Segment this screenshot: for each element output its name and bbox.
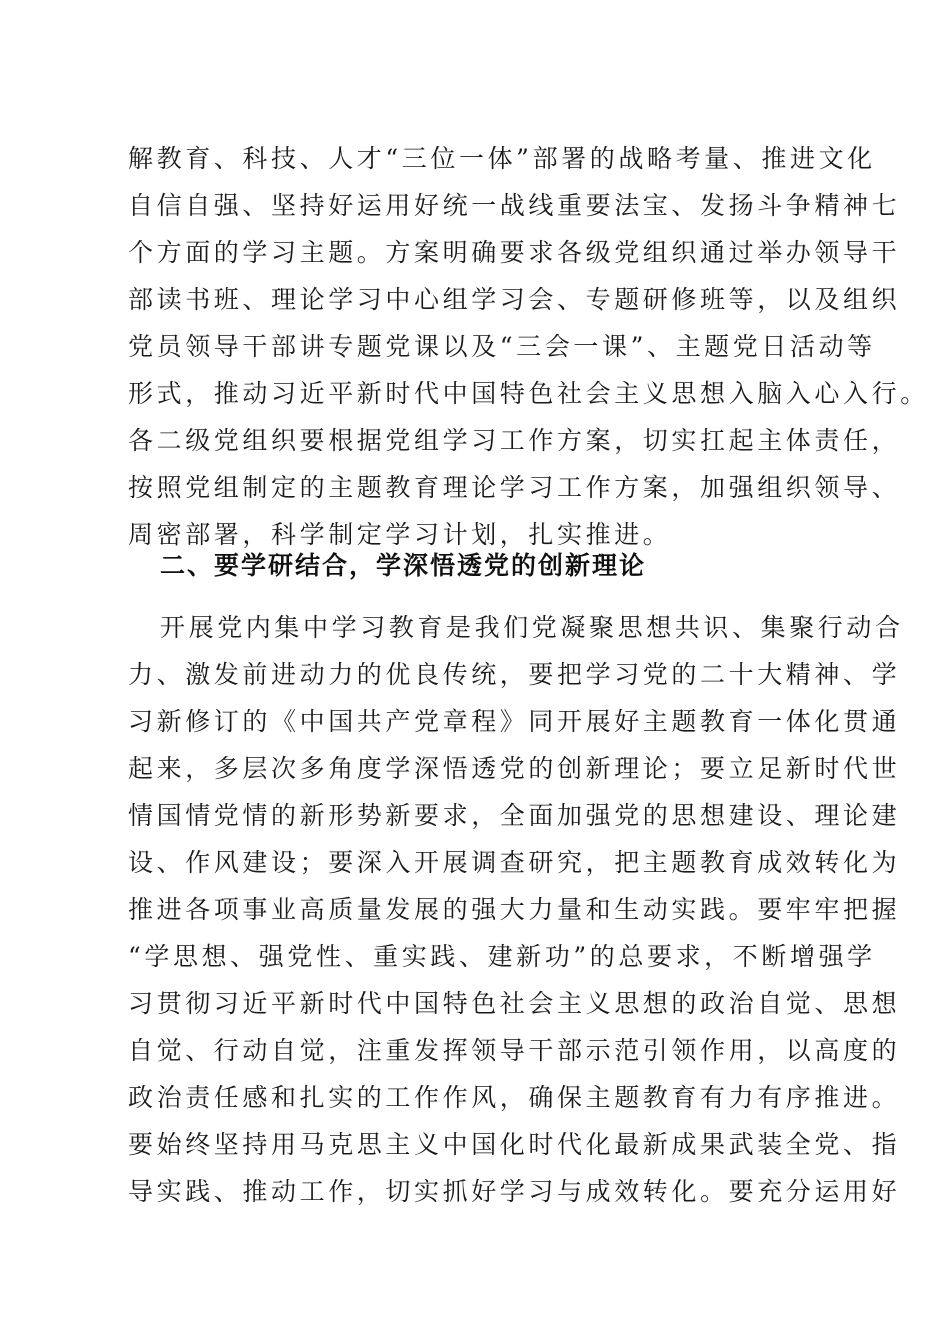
body-text-line: 党员领导干部讲专题党课以及“三会一课”、主题党日活动等 — [128, 332, 876, 361]
body-text-line: 开展党内集中学习教育是我们党凝聚思想共识、集聚行动合 — [160, 613, 904, 642]
body-text-line: 推进各项事业高质量发展的强大力量和生动实践。要牢牢把握 — [128, 895, 901, 924]
body-text-line: 力、激发前进动力的优良传统，要把学习党的二十大精神、学 — [128, 660, 901, 689]
body-text-line: “学思想、强党性、重实践、建新功”的总要求，不断增强学 — [128, 942, 876, 971]
body-text-line: 设、作风建设；要深入开展调查研究，把主题教育成效转化为 — [128, 848, 901, 877]
body-text-line: 按照党组制定的主题教育理论学习工作方案，加强组织领导、 — [128, 473, 901, 502]
body-text-line: 要始终坚持用马克思主义中国化时代化最新成果武装全党、指 — [128, 1130, 901, 1159]
body-text-line: 自信自强、坚持好运用好统一战线重要法宝、发扬斗争精神七 — [128, 191, 901, 220]
body-text-line: 导实践、推动工作，切实抓好学习与成效转化。要充分运用好 — [128, 1177, 901, 1206]
body-text-line: 起来，多层次多角度学深悟透党的创新理论；要立足新时代世 — [128, 754, 901, 783]
body-text-line: 情国情党情的新形势新要求，全面加强党的思想建设、理论建 — [128, 801, 901, 830]
body-text-line: 政治责任感和扎实的工作作风，确保主题教育有力有序推进。 — [128, 1083, 901, 1112]
body-text-line: 习贯彻习近平新时代中国特色社会主义思想的政治自觉、思想 — [128, 989, 901, 1018]
body-text-line: 周密部署，科学制定学习计划，扎实推进。 — [128, 520, 672, 549]
body-text-line: 个方面的学习主题。方案明确要求各级党组织通过举办领导干 — [128, 238, 901, 267]
body-text-line: 习新修订的《中国共产党章程》同开展好主题教育一体化贯通 — [128, 707, 901, 736]
body-text-line: 解教育、科技、人才“三位一体”部署的战略考量、推进文化 — [128, 144, 876, 173]
body-text-line: 形式，推动习近平新时代中国特色社会主义思想入脑入心入行。 — [128, 379, 929, 408]
body-text-line: 自觉、行动自觉，注重发挥领导干部示范引领作用，以高度的 — [128, 1036, 901, 1065]
body-text-line: 各二级党组织要根据党组学习工作方案，切实扛起主体责任， — [128, 426, 901, 455]
body-text-line: 部读书班、理论学习中心组学习会、专题研修班等，以及组织 — [128, 285, 901, 314]
section-heading: 二、要学研结合，学深悟透党的创新理论 — [160, 551, 647, 580]
